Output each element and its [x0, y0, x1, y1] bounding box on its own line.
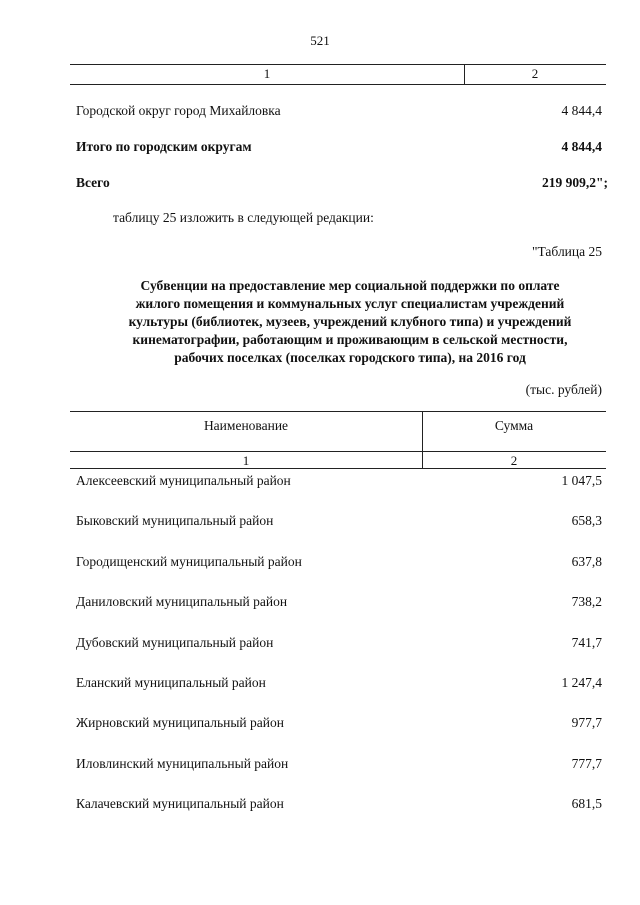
top-row-value: 4 844,4: [561, 139, 602, 154]
instruction-text: таблицу 25 изложить в следующей редакции:: [113, 210, 374, 225]
table-title-line: жилого помещения и коммунальных услуг специалистам учреждений: [135, 296, 565, 311]
table-row-value: 1 247,4: [561, 675, 602, 690]
table-row-value: 738,2: [571, 594, 602, 609]
table-title: [70, 277, 630, 367]
top-table-col1-number: 1: [263, 66, 271, 81]
table-label: "Таблица 25: [532, 244, 602, 259]
table-title-line: рабочих поселках (поселках городского типа), на 2016 год: [174, 350, 526, 365]
table-row-name: Калачевский муниципальный район: [76, 796, 284, 811]
table-row-name: Иловлинский муниципальный район: [76, 756, 289, 771]
top-row-name: Итого по городским округам: [76, 139, 252, 154]
top-row-value: 4 844,4: [561, 103, 602, 118]
top-table-col2-number: 2: [531, 66, 539, 81]
table-row-value: 977,7: [571, 715, 602, 730]
header-sum: Сумма: [494, 418, 534, 433]
main-table-header-separator: [70, 451, 606, 452]
table-title-line: кинематографии, работающим и проживающим в сельской местности,: [132, 332, 568, 347]
header-name: Наименование: [203, 418, 289, 433]
header-col1-number: 1: [242, 453, 250, 468]
top-table-border-top: [70, 64, 606, 65]
page-number: 521: [310, 33, 330, 48]
table-row-value: 1 047,5: [561, 473, 602, 488]
top-row-name: Городской округ город Михайловка: [76, 103, 281, 118]
top-row-value: 219 909,2";: [542, 175, 608, 190]
table-row-name: Жирновский муниципальный район: [76, 715, 284, 730]
table-title-line: культуры (библиотек, музеев, учреждений клубного типа) и учреждений: [128, 314, 572, 329]
units-label: (тыс. рублей): [525, 382, 602, 397]
top-row-name: Всего: [76, 175, 110, 190]
table-row-name: Еланский муниципальный район: [76, 675, 266, 690]
table-row-value: 681,5: [571, 796, 602, 811]
table-row-value: 741,7: [571, 635, 602, 650]
top-table-border-bottom: [70, 84, 606, 85]
main-table-border-top: [70, 411, 606, 412]
table-row-name: Алексеевский муниципальный район: [76, 473, 291, 488]
table-row-value: 658,3: [571, 513, 602, 528]
table-row-name: Городищенский муниципальный район: [76, 554, 302, 569]
table-row-name: Быковский муниципальный район: [76, 513, 274, 528]
table-row-name: Дубовский муниципальный район: [76, 635, 274, 650]
table-title-line: Субвенции на предоставление мер социальной поддержки по оплате: [140, 278, 560, 293]
table-row-value: 637,8: [571, 554, 602, 569]
table-row-value: 777,7: [571, 756, 602, 771]
table-row-name: Даниловский муниципальный район: [76, 594, 288, 609]
header-col2-number: 2: [510, 453, 518, 468]
